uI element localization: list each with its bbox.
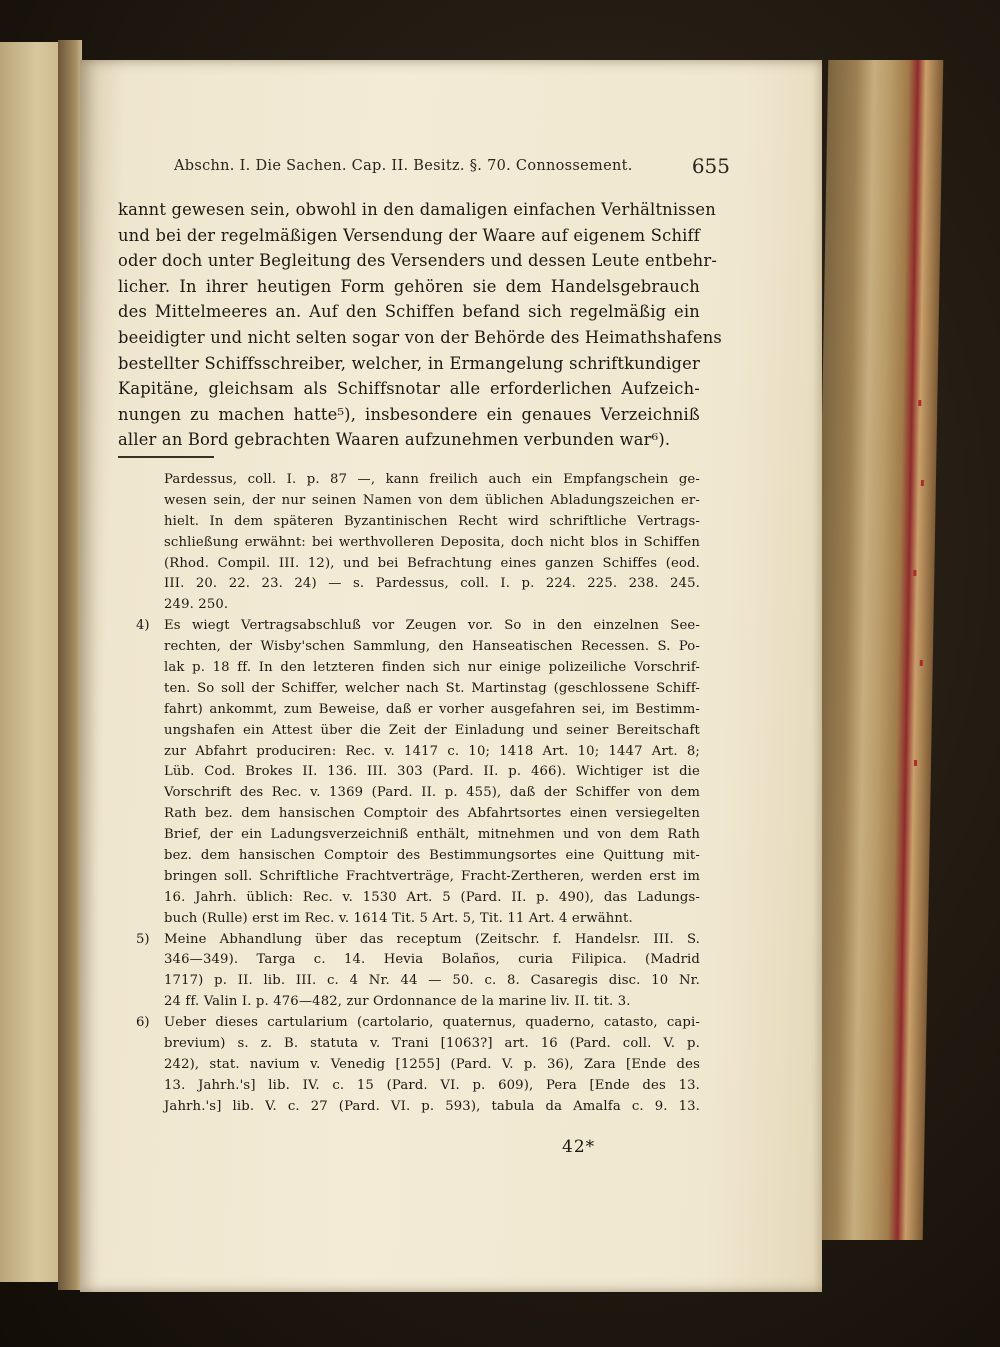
footnote-line: III. 20. 22. 23. 24) — s. Pardessus, coll. I. p. 224. 225. 238. 245. [164, 576, 700, 592]
footnote-line: wesen sein, der nur seinen Namen von dem üblichen Abladungszeichen er- [164, 492, 700, 508]
footnotes [136, 470, 700, 1118]
book-gutter [58, 40, 82, 1290]
text-line: und bei der regelmäßigen Versendung der Waare auf eigenem Schiff [118, 225, 700, 245]
text-line: oder doch unter Begleitung des Versenders und dessen Leute entbehr- [118, 251, 718, 271]
footnote-line: Pardessus, coll. I. p. 87 —, kann freilich auch ein Empfangschein ge- [164, 472, 700, 487]
running-head-text: Abschn. I. Die Sachen. Cap. II. Besitz. §. 70. Connossement. [174, 158, 633, 174]
footnote-line: rechten, der Wisby'schen Sammlung, den Hanseatischen Recessen. S. Po- [164, 639, 700, 655]
footnote-line: 1717) p. II. lib. III. c. 4 Nr. 44 — 50. c. 8. Casaregis disc. 10 Nr. [164, 973, 700, 989]
running-head [174, 154, 730, 186]
text-line: nungen zu machen hatte⁵), insbesondere ein genaues Verzeichniß [118, 404, 700, 424]
footnote-line: 24 ff. Valin I. p. 476—482, zur Ordonnance de la marine liv. II. tit. 3. [164, 994, 631, 1010]
footnote-line: 249. 250. [164, 597, 229, 613]
footnote-line: 242), stat. navium v. Venedig [1255] (Pard. V. p. 36), Zara [Ende des [164, 1056, 700, 1072]
footnote-line: buch (Rulle) erst im Rec. v. 1614 Tit. 5 Art. 5, Tit. 11 Art. 4 erwähnt. [164, 910, 633, 926]
text-line: bestellter Schiffsschreiber, welcher, in Ermangelung schriftkundiger [118, 353, 700, 373]
footnote-5 [136, 930, 700, 1014]
footnote-line: Meine Abhandlung über das receptum (Zeitschr. f. Handelsr. III. S. [164, 931, 700, 947]
footnote-4 [136, 616, 700, 929]
footnote-line: fahrt) ankommt, zum Beweise, daß er vorher ausgefahren sei, im Bestimm- [164, 701, 700, 717]
footnote-line: Vorschrift des Rec. v. 1369 (Pard. II. p. 455), daß der Schiffer von dem [164, 785, 700, 801]
page-number: 655 [691, 154, 730, 178]
footnote-line: Rath bez. dem hansischen Comptoir des Abfahrtsortes einen versiegelten [164, 806, 700, 822]
footnote-line: ungshafen ein Attest über die Zeit der Einladung und seiner Bereitschaft [164, 722, 700, 738]
footnote-line: ten. So soll der Schiffer, welcher nach St. Martinstag (geschlossene Schiff- [164, 680, 700, 696]
book-fore-edge [808, 60, 944, 1240]
footnote-line: lak p. 18 ff. In den letzteren finden sich nur einige polizeiliche Vorschrif- [164, 660, 700, 676]
signature-mark: 42* [562, 1137, 596, 1157]
footnote-line: Ueber dieses cartularium (cartolario, quaternus, quaderno, catasto, capi- [164, 1015, 700, 1031]
footnote-line: (Rhod. Compil. III. 12), und bei Befrachtung eines ganzen Schiffes (eod. [164, 555, 700, 571]
footnote-line: 13. Jahrh.'s] lib. IV. c. 15 (Pard. VI. p. 609), Pera [Ende des 13. [164, 1077, 700, 1093]
footnote-continued [136, 470, 700, 616]
footnote-line: bringen soll. Schriftliche Frachtverträge, Fracht-Zertheren, werden erst im [164, 868, 700, 884]
footnote-line: Es wiegt Vertragsabschluß vor Zeugen vor. So in den einzelnen See- [164, 618, 700, 634]
footnote-marker: 6) [136, 1015, 150, 1031]
footnote-marker: 4) [136, 618, 150, 634]
footnote-line: Lüb. Cod. Brokes II. 136. III. 303 (Pard. II. p. 466). Wichtiger ist die [164, 764, 700, 780]
text-line: aller an Bord gebrachten Waaren aufzunehmen verbunden war⁶). [118, 430, 671, 450]
footnote-line: 346—349). Targa c. 14. Hevia Bolaños, curia Filipica. (Madrid [164, 952, 700, 968]
text-line: licher. In ihrer heutigen Form gehören sie dem Handelsgebrauch [118, 276, 700, 296]
footnote-line: Jahrh.'s] lib. V. c. 27 (Pard. VI. p. 593), tabula da Amalfa c. 9. 13. [164, 1098, 700, 1114]
footnote-line: schließung erwähnt: bei werthvolleren Deposita, doch nicht blos in Schiffen [164, 534, 700, 550]
text-line: Kapitäne, gleichsam als Schiffsnotar alle erforderlichen Aufzeich- [118, 379, 700, 399]
previous-page-edge [0, 42, 64, 1282]
footnote-separator [118, 456, 214, 458]
footnote-line: bez. dem hansischen Comptoir des Bestimmungsortes eine Quittung mit- [164, 848, 700, 864]
footnote-line: Brief, der ein Ladungsverzeichniß enthält, mitnehmen und von dem Rath [164, 827, 700, 843]
footnote-line: hielt. In dem späteren Byzantinischen Recht wird schriftliche Vertrags- [164, 513, 700, 529]
footnote-6 [136, 1013, 700, 1117]
text-line: des Mittelmeeres an. Auf den Schiffen befand sich regelmäßig ein [118, 302, 700, 322]
footnote-line: brevium) s. z. B. statuta v. Trani [1063?] art. 16 (Pard. coll. V. p. [164, 1036, 700, 1052]
main-text [118, 197, 722, 453]
text-line: beeidigter und nicht selten sogar von der Behörde des Heimathshafens [118, 327, 722, 347]
footnote-line: zur Abfahrt produciren: Rec. v. 1417 c. 10; 1418 Art. 10; 1447 Art. 8; [164, 743, 700, 759]
text-line: kannt gewesen sein, obwohl in den damaligen einfachen Verhältnissen [118, 200, 716, 219]
footnote-marker: 5) [136, 931, 150, 947]
footnote-line: 16. Jahrh. üblich: Rec. v. 1530 Art. 5 (Pard. II. p. 490), das Ladungs- [164, 889, 700, 905]
